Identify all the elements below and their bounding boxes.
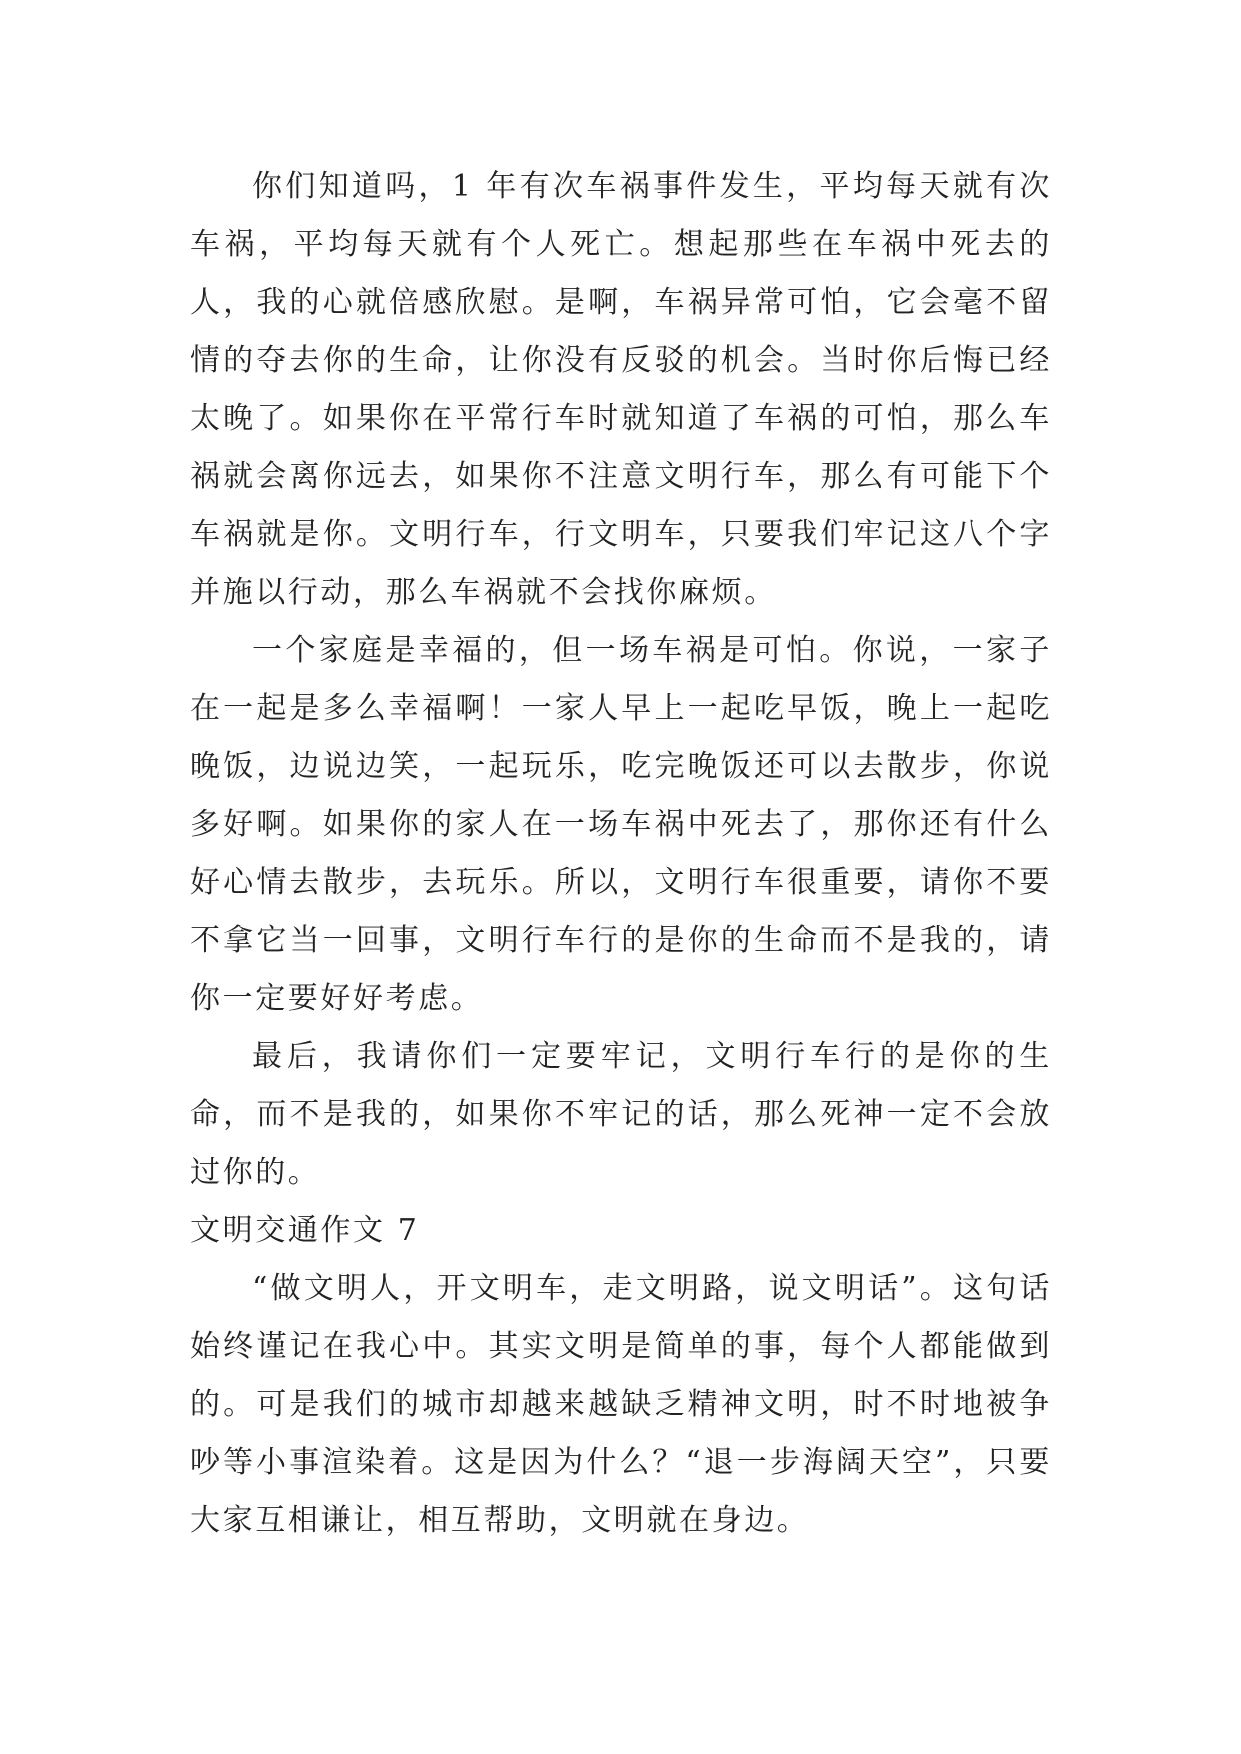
- paragraph-4: “做文明人，开文明车，走文明路，说文明话”。这句话始终谨记在我心中。其实文明是简单的事，每个人都能做到的。可是我们的城市却越来越缺乏精神文明，时不时地被争吵等小事渲染着。这是因为什么？“退一步海阔天空”，只要大家互相谦让，相互帮助，文明就在身边。: [190, 1271, 1052, 1538]
- document-page: [190, 158, 1052, 1550]
- section-heading: 文明交通作文 7: [190, 1213, 420, 1248]
- paragraph-1: 你们知道吗，1 年有次车祸事件发生，平均每天就有次车祸，平均每天就有个人死亡。想起那些在车祸中死去的人，我的心就倍感欣慰。是啊，车祸异常可怕，它会毫不留情的夺去你的生命，让你没有反驳的机会。当时你后悔已经太晚了。如果你在平常行车时就知道了车祸的可怕，那么车祸就会离你远去，如果你不注意文明行车，那么有可能下个车祸就是你。文明行车，行文明车，只要我们牢记这八个字并施以行动，那么车祸就不会找你麻烦。: [190, 169, 1052, 610]
- paragraph-2: 一个家庭是幸福的，但一场车祸是可怕。你说，一家子在一起是多么幸福啊！一家人早上一起吃早饭，晚上一起吃晚饭，边说边笑，一起玩乐，吃完晚饭还可以去散步，你说多好啊。如果你的家人在一场车祸中死去了，那你还有什么好心情去散步，去玩乐。所以，文明行车很重要，请你不要不拿它当一回事，文明行车行的是你的生命而不是我的，请你一定要好好考虑。: [190, 633, 1052, 1016]
- paragraph-3: 最后，我请你们一定要牢记，文明行车行的是你的生命，而不是我的，如果你不牢记的话，那么死神一定不会放过你的。: [190, 1039, 1052, 1190]
